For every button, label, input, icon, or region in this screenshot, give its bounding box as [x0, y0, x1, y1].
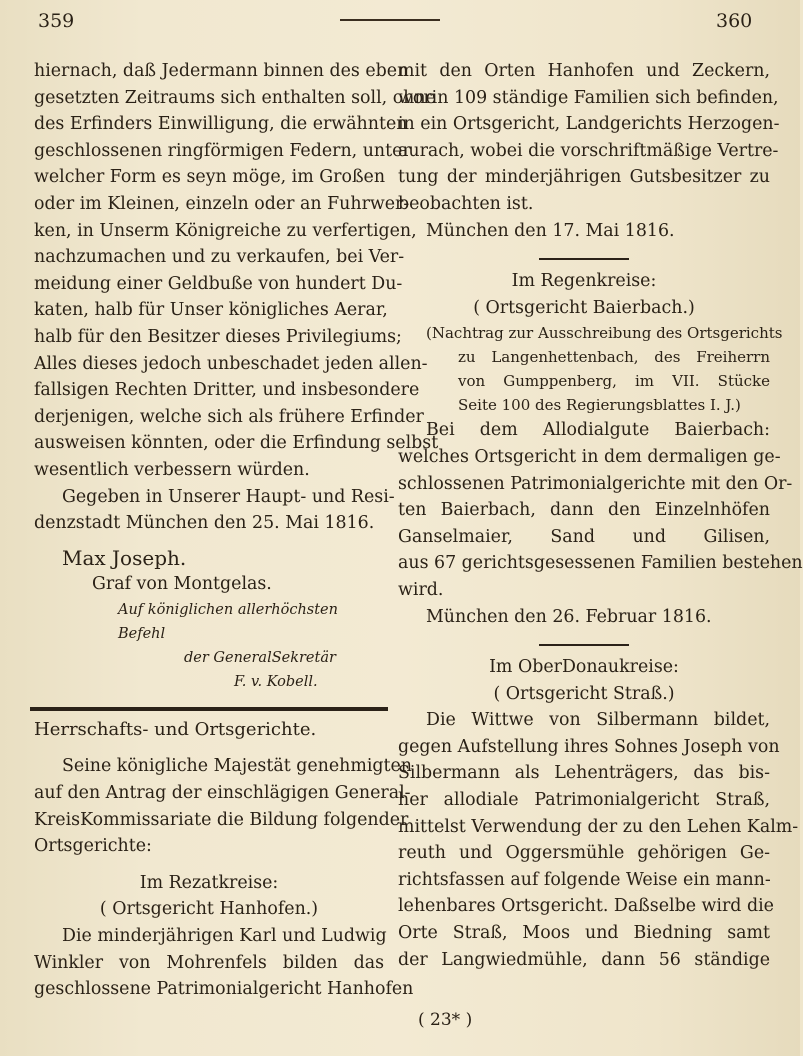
text-line: hiernach, daß Jedermann binnen des eben	[34, 61, 409, 81]
kreis-heading: Im OberDonaukreise:	[489, 657, 679, 678]
hanhofen-paragraph	[34, 923, 414, 1003]
intro-paragraph	[34, 753, 413, 859]
section-divider	[30, 707, 388, 711]
ortsgericht-heading: ( Ortsgericht Straß.)	[493, 683, 675, 704]
text-line: ken, in Unserm Königreiche zu verfertigen,	[34, 220, 417, 241]
text-line: aurach, wobei die vorschriftmäßige Vertre-	[398, 140, 779, 161]
text-line: Silbermann als Lehenträgers, das bis-	[398, 763, 770, 784]
right-column	[398, 58, 803, 973]
hanhofen-continuation	[398, 58, 780, 218]
signature-minister: Graf von Montgelas.	[92, 574, 272, 595]
text-line: oder im Kleinen, einzeln oder an Fuhrwer-	[34, 193, 410, 214]
baierbach-paragraph	[398, 417, 803, 603]
given-line: denzstadt München den 25. Mai 1816.	[34, 513, 375, 534]
text-line: halb für den Besitzer dieses Privilegiums;	[34, 326, 402, 347]
text-line: Die minderjährigen Karl und Ludwig	[62, 926, 387, 947]
page-number-left: 359	[38, 10, 75, 32]
text-line: nachzumachen und zu verkaufen, bei Ver-	[34, 247, 405, 268]
text-line: zu Langenhettenbach, des Freiherrn	[458, 348, 770, 367]
strass-paragraph	[398, 707, 799, 973]
signature-king: Max Joseph.	[62, 545, 187, 570]
page-number-right: 360	[716, 10, 753, 32]
text-line: welches Ortsgericht in dem dermaligen ge-	[398, 446, 781, 467]
text-line: Ganselmaier, Sand und Gilisen,	[398, 526, 770, 547]
privilege-text	[34, 58, 439, 537]
text-line: fallsigen Rechten Dritter, und insbesondere	[34, 380, 420, 401]
text-line: her allodiale Patrimonialgericht Straß,	[398, 790, 770, 811]
text-line: der Langwiedmühle, dann 56 ständige	[398, 949, 770, 970]
date-line: München den 26. Februar 1816.	[426, 606, 712, 627]
text-line: worin 109 ständige Familien sich befinden,	[398, 87, 779, 108]
text-line: tung der minderjährigen Gutsbesitzer zu	[398, 167, 770, 188]
signature-mark: ( 23* )	[418, 1010, 473, 1030]
section-rule	[539, 644, 629, 646]
kreis-heading: Im Rezatkreise:	[139, 872, 279, 893]
text-line: Alles dieses jedoch unbeschadet jeden allen-	[34, 353, 428, 374]
nachtrag-note	[398, 321, 783, 417]
text-line: schlossenen Patrimonialgerichte mit den Or-	[398, 473, 793, 494]
date-line: München den 17. Mai 1816.	[426, 220, 675, 241]
text-line: reuth und Oggersmühle gehörigen Ge-	[398, 843, 770, 864]
text-line: meidung einer Geldbuße von hundert Du-	[34, 273, 403, 294]
text-line: Seite 100 des Regierungsblattes I. J.)	[458, 396, 741, 415]
text-line: mit den Orten Hanhofen und Zeckern,	[398, 61, 770, 81]
text-line: beobachten ist.	[398, 193, 534, 214]
text-line: Ortsgerichte:	[34, 836, 152, 857]
text-line: lehenbares Ortsgericht. Daßselbe wird die	[398, 896, 774, 917]
text-line: des Erfinders Einwilligung, die erwähnten	[34, 114, 408, 135]
text-line: gesetzten Zeitraums sich enthalten soll, ohne	[34, 87, 436, 108]
text-line: geschlossene Patrimonialgericht Hanhofen	[34, 979, 414, 1000]
given-line: Gegeben in Unserer Haupt- und Resi-	[62, 486, 395, 507]
text-line: Winkler von Mohrenfels bilden das	[34, 952, 384, 973]
text-line: gegen Aufstellung ihres Sohnes Joseph von	[398, 736, 780, 757]
text-line: Seine königliche Majestät genehmigten	[62, 756, 413, 777]
text-line: katen, halb für Unser königliches Aerar,	[34, 300, 388, 321]
signature-order-line: Auf königlichen allerhöchsten Befehl	[118, 601, 338, 642]
signature-order-line: der GeneralSekretär	[184, 649, 336, 666]
signature-secretary: F. v. Kobell.	[234, 673, 318, 690]
text-line: von Gumppenberg, im VII. Stücke	[458, 372, 770, 391]
text-line: auf den Antrag der einschlägigen General-	[34, 783, 411, 804]
text-line: (Nachtrag zur Ausschreibung des Ortsgerichts	[426, 324, 783, 343]
section-rule	[539, 258, 629, 260]
text-line: in ein Ortsgericht, Landgerichts Herzogen-	[398, 114, 780, 135]
section-title: Herrschafts- und Ortsgerichte.	[34, 718, 317, 740]
text-line: richtsfassen auf folgende Weise ein mann-	[398, 869, 771, 890]
text-line: welcher Form es seyn möge, im Großen	[34, 167, 386, 188]
kreis-heading: Im Regenkreise:	[511, 271, 657, 292]
text-line: Die Wittwe von Silbermann bildet,	[426, 710, 770, 731]
text-line: wesentlich verbessern würden.	[34, 459, 310, 480]
text-line: ausweisen könnten, oder die Erfindung selbst	[34, 433, 439, 454]
text-line: KreisKommissariate die Bildung folgender	[34, 809, 409, 830]
header-rule	[340, 19, 440, 21]
text-line: aus 67 gerichtsgesessenen Familien bestehen	[398, 553, 803, 574]
text-line: Orte Straß, Moos und Biedning samt	[398, 923, 770, 944]
text-line: Bei dem Allodialgute Baierbach:	[426, 420, 770, 441]
text-line: derjenigen, welche sich als frühere Erfinder	[34, 406, 424, 427]
text-line: wird.	[398, 579, 444, 600]
ortsgericht-heading: ( Ortsgericht Hanhofen.)	[99, 899, 319, 920]
text-line: geschlossenen ringförmigen Federn, unter	[34, 140, 411, 161]
text-line: mittelst Verwendung der zu den Lehen Kalm-	[398, 816, 799, 837]
ortsgericht-heading: ( Ortsgericht Baierbach.)	[473, 297, 695, 318]
text-line: ten Baierbach, dann den Einzelnhöfen	[398, 500, 770, 521]
signature-block	[34, 545, 384, 694]
